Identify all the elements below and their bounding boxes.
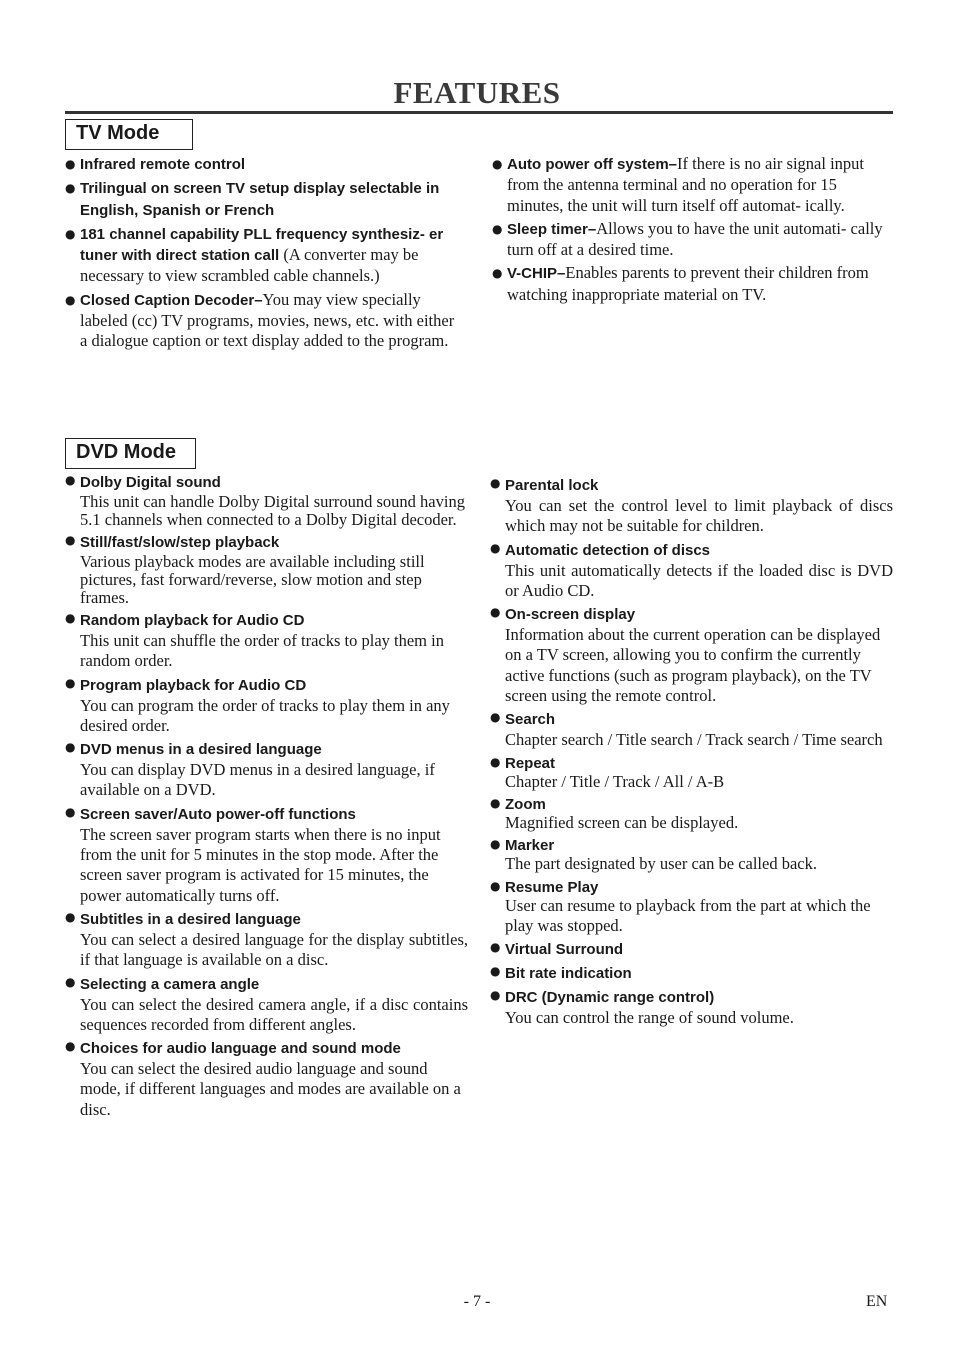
bullet-icon: ● bbox=[65, 473, 76, 487]
bullet-icon: ● bbox=[65, 1039, 76, 1054]
tv-mode-left-list bbox=[65, 154, 465, 355]
bullet-icon: ● bbox=[65, 974, 76, 989]
list-item: ● V-CHIP–Enables parents to prevent their children from watching inappropriate material on TV. bbox=[492, 263, 869, 304]
tv-mode-right-list bbox=[492, 154, 892, 308]
dvd-mode-label: DVD Mode bbox=[65, 438, 196, 469]
list-item: ● Infrared remote control bbox=[65, 156, 246, 173]
list-item: ● Random playback for Audio CD This unit can shuffle the order of tracks to play them in random order. bbox=[65, 611, 444, 671]
list-item: ● Bit rate indication bbox=[490, 964, 632, 983]
bullet-icon: ● bbox=[65, 611, 76, 625]
list-item: ● Dolby Digital sound This unit can handle Dolby Digital surround sound having 5.1 channels when connected to a Dolby Digital decoder. bbox=[65, 473, 465, 529]
bullet-icon: ● bbox=[65, 804, 76, 819]
bullet-icon: ● bbox=[490, 988, 501, 1003]
bullet-icon: ● bbox=[490, 878, 501, 893]
list-item: ● Subtitles in a desired language You can select a desired language for the display subtitles, if that language is available on a disc. bbox=[65, 909, 468, 970]
bullet-icon: ● bbox=[490, 605, 501, 620]
bullet-icon: ● bbox=[492, 221, 503, 236]
bullet-icon: ● bbox=[490, 476, 501, 490]
list-item: ● Marker The part designated by user can be called back. bbox=[490, 837, 817, 874]
bullet-icon: ● bbox=[65, 292, 76, 307]
bullet-icon: ● bbox=[490, 940, 501, 955]
list-item: ● Parental lock You can set the control level to limit playback of discs which may not be suitable for children. bbox=[490, 476, 893, 536]
bullet-icon: ● bbox=[490, 964, 501, 979]
list-item: ● Trilingual on screen TV setup display selectable in English, Spanish or French bbox=[65, 180, 440, 219]
tv-mode-label: TV Mode bbox=[65, 119, 193, 150]
bullet-icon: ● bbox=[65, 533, 76, 547]
bullet-icon: ● bbox=[490, 837, 501, 852]
bullet-icon: ● bbox=[65, 909, 76, 924]
bullet-icon: ● bbox=[492, 157, 503, 171]
bullet-icon: ● bbox=[65, 157, 76, 171]
list-item: ● 181 channel capability PLL frequency synthesiz- er tuner with direct station call (A converter may be necessary to view scrambled cable channels.) bbox=[65, 225, 444, 286]
list-item: ● Screen saver/Auto power-off functions The screen saver program starts when there is no input from the unit for 5 minutes in the stop mode. After the screen saver program is activated for 15 minutes, the power automatically turns off. bbox=[65, 804, 441, 905]
bullet-icon: ● bbox=[492, 266, 503, 281]
list-item: ● Virtual Surround bbox=[490, 940, 624, 959]
list-item: ● Program playback for Audio CD You can program the order of tracks to play them in any desired order. bbox=[65, 675, 450, 735]
bullet-icon: ● bbox=[490, 710, 501, 725]
title-rule bbox=[65, 111, 893, 114]
bullet-icon: ● bbox=[490, 795, 501, 810]
bullet-icon: ● bbox=[65, 226, 76, 241]
list-item: ● DRC (Dynamic range control) You can control the range of sound volume. bbox=[490, 988, 794, 1028]
list-item: ● Resume Play User can resume to playback from the part at which the play was stopped. bbox=[490, 878, 871, 935]
bullet-icon: ● bbox=[65, 181, 76, 196]
page-title: FEATURES bbox=[393, 75, 561, 110]
list-item: ● Still/fast/slow/step playback Various playback modes are available including still pictures, fast forward/reverse, slow motion and step frames. bbox=[65, 533, 425, 607]
list-item: ● Sleep timer–Allows you to have the unit automati- cally turn off at a desired time. bbox=[492, 218, 883, 260]
dvd-mode-right-list bbox=[490, 476, 893, 1032]
language-code: EN bbox=[866, 1293, 888, 1310]
list-item: ● Choices for audio language and sound mode You can select the desired audio language and sound mode, if different languages and modes are available on a disc. bbox=[65, 1039, 461, 1119]
bullet-icon: ● bbox=[65, 740, 76, 755]
list-item: ● Repeat Chapter / Title / Track / All / A-B bbox=[490, 754, 725, 791]
list-item: ● Automatic detection of discs This unit automatically detects if the loaded disc is DVD or Audio CD. bbox=[490, 540, 893, 600]
page-number: - 7 - bbox=[463, 1293, 491, 1310]
list-item: ● Zoom Magnified screen can be displayed. bbox=[490, 795, 739, 832]
list-item: ● Search Chapter search / Title search / Track search / Time search bbox=[490, 710, 883, 750]
list-item: ● Selecting a camera angle You can select the desired camera angle, if a disc contains sequences recorded from different angles. bbox=[65, 974, 468, 1034]
bullet-icon: ● bbox=[490, 540, 501, 555]
list-item: ● Auto power off system–If there is no air signal input from the antenna terminal and no operation for 15 minutes, the unit will turn itself off automat- ically. bbox=[492, 154, 864, 215]
dvd-mode-left-list bbox=[65, 473, 468, 1124]
list-item: ● DVD menus in a desired language You can display DVD menus in a desired language, if available on a DVD. bbox=[65, 740, 435, 800]
list-item: ● Closed Caption Decoder–You may view specially labeled (cc) TV programs, movies, news, etc. with either a dialogue caption or text display added to the program. bbox=[65, 289, 455, 351]
bullet-icon: ● bbox=[65, 675, 76, 690]
list-item: ● On-screen display Information about the current operation can be displayed on a TV screen, allowing you to confirm the currently active functions (such as program playback), on the TV screen using the remote control. bbox=[490, 605, 881, 706]
bullet-icon: ● bbox=[490, 754, 501, 769]
